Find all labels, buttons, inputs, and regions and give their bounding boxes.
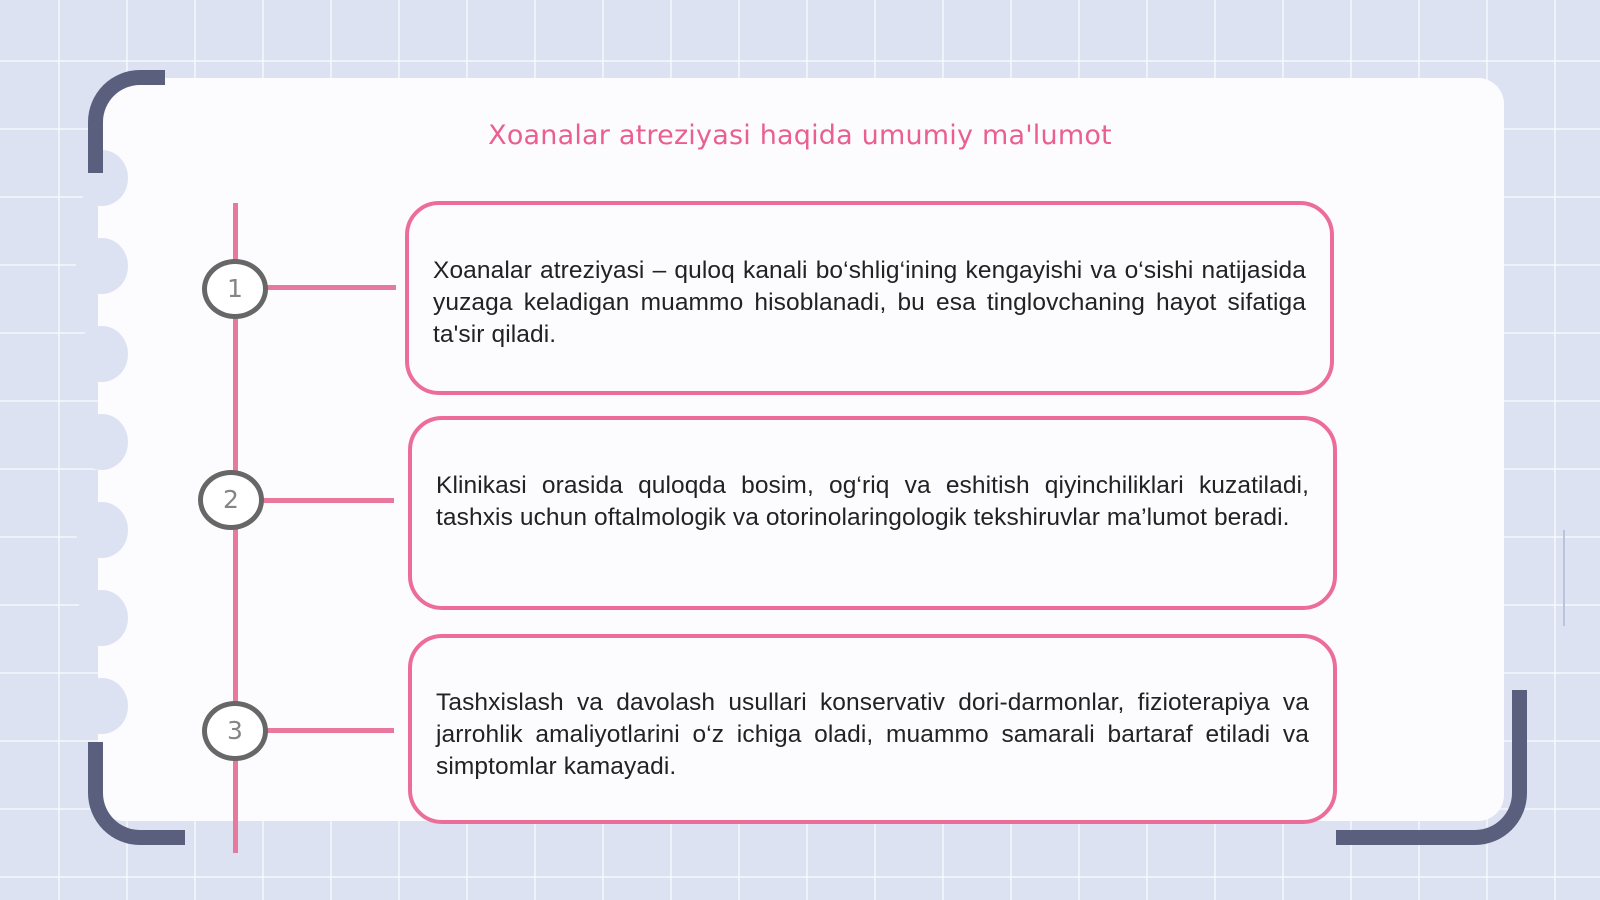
info-card-text: Xoanalar atreziyasi – quloq kanali bo‘shlig‘ining kengayishi va o‘sishi natijasida yuzaga keladigan muammo hisoblanadi, bu esa tinglovchaning hayot sifatiga ta'sir qiladi. bbox=[433, 257, 1306, 348]
step-number-badge: 1 bbox=[202, 259, 268, 319]
info-card-text: Klinikasi orasida quloqda bosim, og‘riq va eshitish qiyinchiliklari kuzatiladi, tashxis uchun oftalmologik va otorinolaringologik tekshiruvlar ma’lumot beradi. bbox=[436, 472, 1309, 531]
paper-edge-cutout bbox=[76, 414, 128, 470]
timeline-connector bbox=[262, 728, 394, 733]
corner-bracket-bottom-left bbox=[88, 742, 185, 845]
paper-edge-cutout bbox=[76, 502, 128, 558]
corner-bracket-top-left bbox=[88, 70, 165, 173]
timeline-connector bbox=[260, 498, 394, 503]
paper-edge-cutout bbox=[76, 590, 128, 646]
paper-edge-cutout bbox=[76, 326, 128, 382]
info-card bbox=[408, 416, 1337, 610]
info-card bbox=[408, 634, 1337, 824]
info-card-text: Tashxislash va davolash usullari konservativ dori-darmonlar, fizioterapiya va jarrohlik amaliyotlarini o‘z ichiga oladi, muammo samarali bartaraf etiladi va simptomlar kamayadi. bbox=[436, 689, 1309, 780]
decorative-line bbox=[1563, 530, 1565, 626]
step-number-badge: 2 bbox=[198, 470, 264, 530]
step-number-badge: 3 bbox=[202, 701, 268, 761]
corner-bracket-bottom-right bbox=[1336, 690, 1527, 845]
timeline-connector bbox=[262, 285, 396, 290]
paper-edge-cutout bbox=[76, 678, 128, 734]
slide-title: Xoanalar atreziyasi haqida umumiy ma'lumot bbox=[488, 120, 1112, 151]
info-card bbox=[405, 201, 1334, 395]
paper-edge-cutout bbox=[76, 238, 128, 294]
